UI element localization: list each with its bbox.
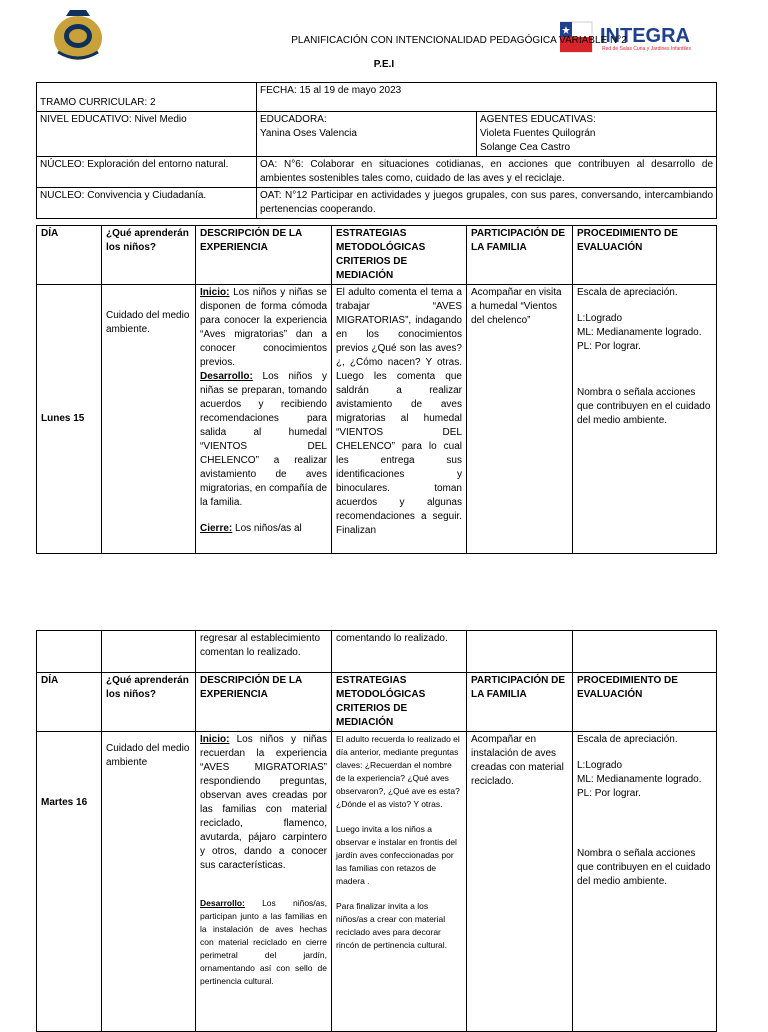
desarrollo-tuesday: Los niños/as, participan junto a las familias en la instalación de aves hechas con material reciclado en cierre perimetral del jardín, ornamentando así con sello de pertinencia cultural. [200,898,327,986]
plan-table-monday [36,225,717,554]
col-dia: DÍA [37,226,102,285]
col-que: ¿Qué aprenderán los niños? [102,673,196,732]
eval-scale: Escala de apreciación. [577,734,678,745]
day-tuesday: Martes 16 [37,732,102,1032]
label-inicio: Inicio: [200,734,230,745]
eval-l: L:Logrado [577,760,623,771]
page-title: PLANIFICACIÓN CON INTENCIONALIDAD PEDAGÓGICA VARIABLE N°2 [291,35,627,46]
cont-desc: regresar al establecimiento comentan lo realizado. [196,631,332,673]
col-desc: DESCRIPCIÓN DE LA EXPERIENCIA [196,226,332,285]
agentes-label: AGENTES EDUCATIVAS: [480,114,596,125]
eval-ml: ML: Medianamente logrado. [577,774,702,785]
info-table [36,82,717,219]
plan-table-tuesday [36,630,717,1032]
col-proc: PROCEDIMIENTO DE EVALUACIÓN [573,226,717,285]
educadora-name: Yanina Oses Valencia [260,128,357,139]
col-part: PARTICIPACIÓN DE LA FAMILIA [467,673,573,732]
educadora-label: EDUCADORA: [260,114,327,125]
fecha-cell: FECHA: 15 al 19 de mayo 2023 [257,83,717,112]
agentes-cell [477,112,717,157]
label-cierre: Cierre: [200,523,233,534]
col-proc: PROCEDIMIENTO DE EVALUACIÓN [573,673,717,732]
eval-indicator: Nombra o señala acciones que contribuyen en el cuidado del medio ambiente. [577,848,711,887]
desc-monday [196,285,332,554]
nucleo-1-cell: NÚCLEO: Exploración del entorno natural. [37,157,257,188]
agente-1: Violeta Fuentes Quilográn [480,128,596,139]
eval-indicator: Nombra o señala acciones que contribuyen en el cuidado del medio ambiente. [577,387,711,426]
eval-ml: ML: Medianamente logrado. [577,327,702,338]
learn-tuesday: Cuidado del medio ambiente [102,732,196,1032]
col-dia: DÍA [37,673,102,732]
learn-monday: Cuidado del medio ambiente. [102,285,196,554]
eval-pl: PL: Por lograr. [577,341,641,352]
label-inicio: Inicio: [200,287,230,298]
tramo-cell: TRAMO CURRICULAR: 2 [37,83,257,112]
col-part: PARTICIPACIÓN DE LA FAMILIA [467,226,573,285]
col-estr: ESTRATEGIAS METODOLÓGICAS CRITERIOS DE MEDIACIÓN [332,226,467,285]
cont-estr: comentando lo realizado. [332,631,467,673]
estrategias-tuesday [332,732,467,1032]
col-que: ¿Qué aprenderán los niños? [102,226,196,285]
estrategias-monday: El adulto comenta el tema a trabajar “AVES MIGRATORIAS”, indagando en los conocimientos previos ¿Qué son las aves?¿, ¿Cómo nacen? Y otras. Luego les comenta que saldrán a realizar avistamiento de aves migratorias al humedal “VIENTOS DEL CHELENCO” para lo cual les entrega sus identificaciones y binoculares. toman acuerdos y algunas recomendaciones a seguir. Finalizan [332,285,467,554]
inicio-tuesday: Los niños y niñas recuerdan la experiencia “AVES MIGRATORIAS” respondiendo preguntas, observan aves creadas por las familias con material reciclado, flamenco, avutarda, pájaro carpintero y otros, dando a conocer sus características. [200,734,327,871]
nucleo-2-cell: NUCLEO: Convivencia y Ciudadanía. [37,188,257,219]
eval-l: L:Logrado [577,313,623,324]
brand-name: INTEGRA [600,25,690,47]
participacion-monday: Acompañar en visita a humedal “Vientos del chelenco” [467,285,573,554]
oa-cell: OA: N°6: Colaborar en situaciones cotidianas, en acciones que contribuyen al desarrollo de ambientes sostenibles tales como, cuidado de las aves y el reciclaje. [257,157,717,188]
nivel-cell: NIVEL EDUCATIVO: Nivel Medio [37,112,257,157]
label-desarrollo: Desarrollo: [200,371,253,382]
eval-tuesday [573,732,717,1032]
agente-2: Solange Cea Castro [480,142,571,153]
day-monday: Lunes 15 [37,285,102,554]
eval-scale: Escala de apreciación. [577,287,678,298]
estr-tuesday-2: Luego invita a los niños a observar e instalar en frontis del jardín aves confeccionadas por las familias con retazos de madera . [336,824,457,886]
participacion-tuesday: Acompañar en instalación de aves creadas con material reciclado. [467,732,573,1032]
label-desarrollo: Desarrollo: [200,898,245,908]
eval-pl: PL: Por lograr. [577,788,641,799]
col-desc: DESCRIPCIÓN DE LA EXPERIENCIA [196,673,332,732]
estr-tuesday-3: Para finalizar invita a los niños/as a crear con material reciclado aves para decorar rincón de pertinencia cultural. [336,901,448,950]
col-estr: ESTRATEGIAS METODOLÓGICAS CRITERIOS DE MEDIACIÓN [332,673,467,732]
cierre-monday: Los niños/as al [235,523,302,534]
desc-tuesday [196,732,332,1032]
inicio-monday: Los niños y niñas se disponen de forma cómoda para conocer la experiencia “Aves migratorias” dan a conocer conocimientos previos. [200,287,327,368]
brand-tagline: Red de Salas Cuna y Jardines Infantiles [602,46,691,52]
eval-monday [573,285,717,554]
desarrollo-monday: Los niños y niñas se preparan, tomando acuerdos y recibiendo recomendaciones para salida al humedal “VIENTOS DEL CHELENCO” a realizar avistamiento de aves migratorias, en compañía de la familia. [200,371,328,508]
estr-tuesday-1: El adulto recuerda lo realizado el día anterior, mediante preguntas claves: ¿Recuerdan el nombre de la experiencia? ¿Qué aves observaron?, ¿Qué ave es esta? ¿Dónde el as visto? Y otras. [336,734,460,809]
page-subtitle: P.E.I [373,59,395,70]
oat-cell: OAT: N°12 Participar en actividades y juegos grupales, con sus pares, conversando, intercambiando pertenencias cooperando. [257,188,717,219]
educadora-cell [257,112,477,157]
